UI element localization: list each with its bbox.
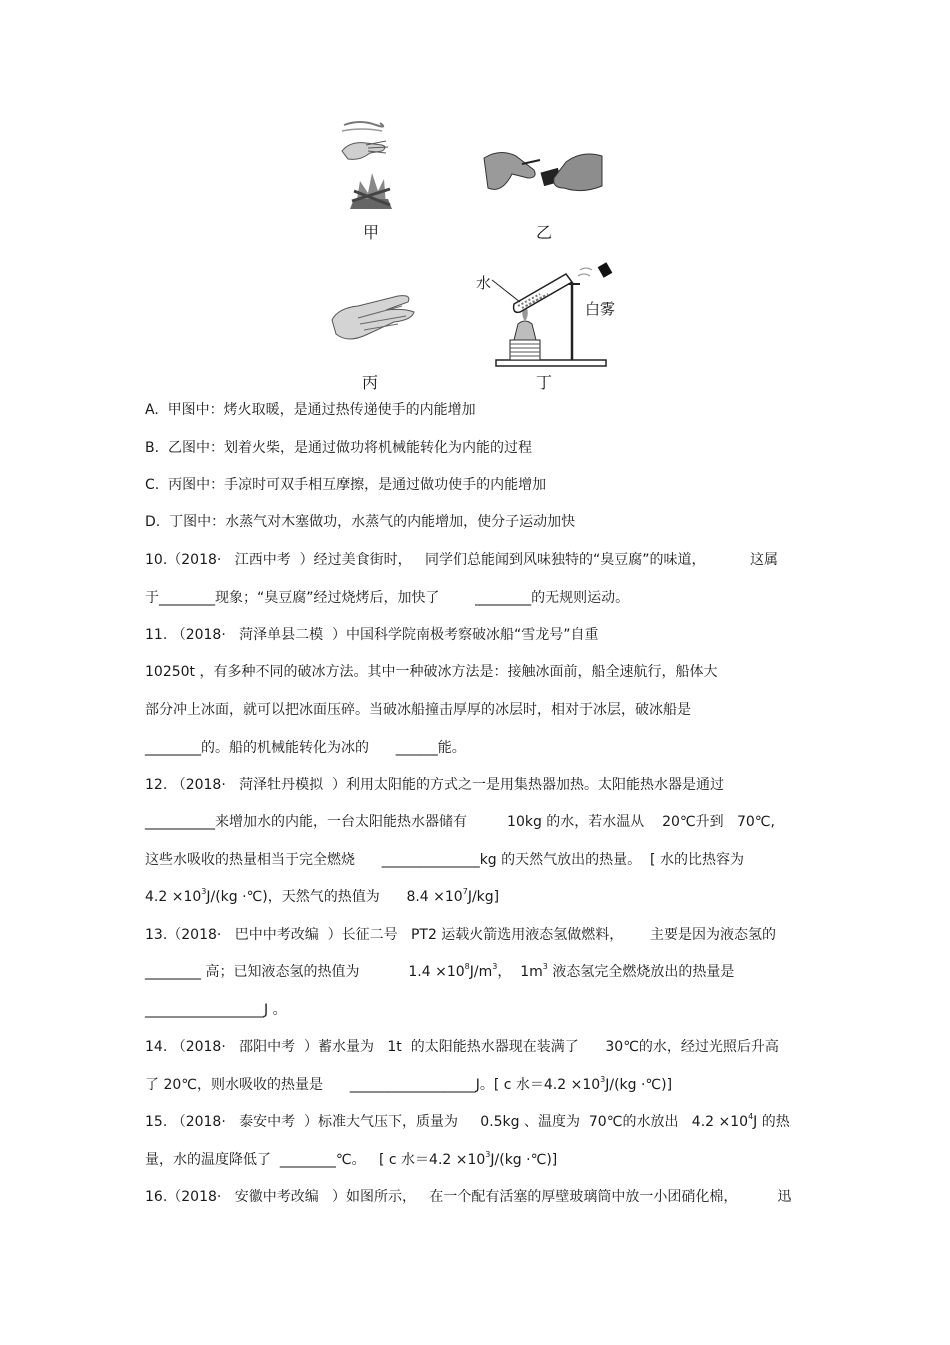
option-d: D. 丁图中：水蒸气对木塞做功，水蒸气的内能增加，使分子运动加快 — [145, 514, 576, 530]
figure-bing — [328, 290, 418, 350]
option-b: B. 乙图中：划着火柴，是通过做功将机械能转化为内能的过程 — [145, 440, 532, 456]
question-12-line-1: 12. （2018· 菏泽牡丹模拟 ）利用太阳能的方式之一是用集热器加热。太阳能热水器是通过 — [145, 777, 725, 793]
question-12-line-2: __________来增加水的内能，一台太阳能热水器储有 10kg 的水，若水温从 20℃升到 70℃, — [145, 814, 775, 830]
question-15-line-2: 量，水的温度降低了 ________℃。 [ c 水$=4.2 \times 10^3J/(kg$ ·℃)] — [145, 1150, 558, 1168]
label-water: 水 — [476, 274, 492, 292]
question-13-line-1: 13.（2018· 巴中中考改编 ）长征二号 PT2 运载火箭选用液态氢做燃料， 主要是因为液态氢的 — [145, 927, 776, 943]
question-13-line-3: _________________J 。 — [145, 1002, 287, 1018]
question-10-line-1: 10.（2018· 江西中考 ）经过美食街时， 同学们总能闻到风味独特的“臭豆腐”的味道， 这属 — [145, 552, 778, 568]
caption-yi: 乙 — [535, 223, 552, 242]
question-12-line-3: 这些水吸收的热量相当于完全燃烧 ______________kg 的天然气放出的热量。 [ 水的比热容为 — [145, 852, 744, 868]
question-11-line-3: 部分冲上冰面，就可以把冰面压碎。当破冰船撞击厚厚的冰层时，相对于冰层，破冰船是 — [145, 702, 691, 718]
label-white-fog: 白雾 — [585, 300, 616, 318]
figure-jia — [330, 115, 410, 215]
caption-ding: 丁 — [535, 373, 552, 392]
question-11-line-4: ________的。船的机械能转化为冰的 ______能。 — [145, 740, 466, 756]
question-14-line-1: 14. （2018· 邵阳中考 ）蓄水量为 1t 的太阳能热水器现在装满了 30℃的水，经过光照后升高 — [145, 1039, 779, 1055]
question-16-line-1: 16.（2018· 安徽中考改编 ）如图所示， 在一个配有活塞的厚壁玻璃筒中放一小团硝化棉， 迅 — [145, 1189, 792, 1205]
question-15-line-1: 15. （2018· 泰安中考 ）标准大气压下，质量为 0.5kg 、温度为 70℃的水放出 $4.2 \times 10^4J$ 的热 — [145, 1112, 790, 1130]
caption-bing: 丙 — [361, 373, 378, 392]
question-10-line-2: 于________现象；“臭豆腐”经过烧烤后，加快了 ________的无规则运动。 — [145, 590, 630, 606]
question-14-line-2: 了 20℃，则水吸收的热量是 __________________J。[ c 水$=4.2 \times 10^3J/(kg$ ·℃)] — [145, 1075, 673, 1093]
figure-yi — [482, 148, 607, 203]
option-a: A. 甲图中：烤火取暖，是通过热传递使手的内能增加 — [145, 402, 476, 418]
question-11-line-2: 10250t ，有多种不同的破冰方法。其中一种破冰方法是：接触冰面前，船全速航行，船体大 — [145, 664, 718, 680]
option-c: C. 丙图中：手凉时可双手相互摩擦，是通过做功使手的内能增加 — [145, 477, 547, 493]
question-11-line-1: 11. （2018· 菏泽单县二模 ）中国科学院南极考察破冰船“雪龙号”自重 — [145, 627, 599, 643]
question-13-line-2: ________ 高；已知液态氢的热值为 $1.4 \times 10^8J/m^3$， $1m^3$ 液态氢完全燃烧放出的热量是 — [145, 962, 735, 980]
question-12-line-4: $4.2 \times 10^3J/(kg$ ·℃)，天然气的热值为 $8.4 \times 10^7J/kg$] — [145, 887, 500, 905]
caption-jia: 甲 — [362, 223, 379, 242]
